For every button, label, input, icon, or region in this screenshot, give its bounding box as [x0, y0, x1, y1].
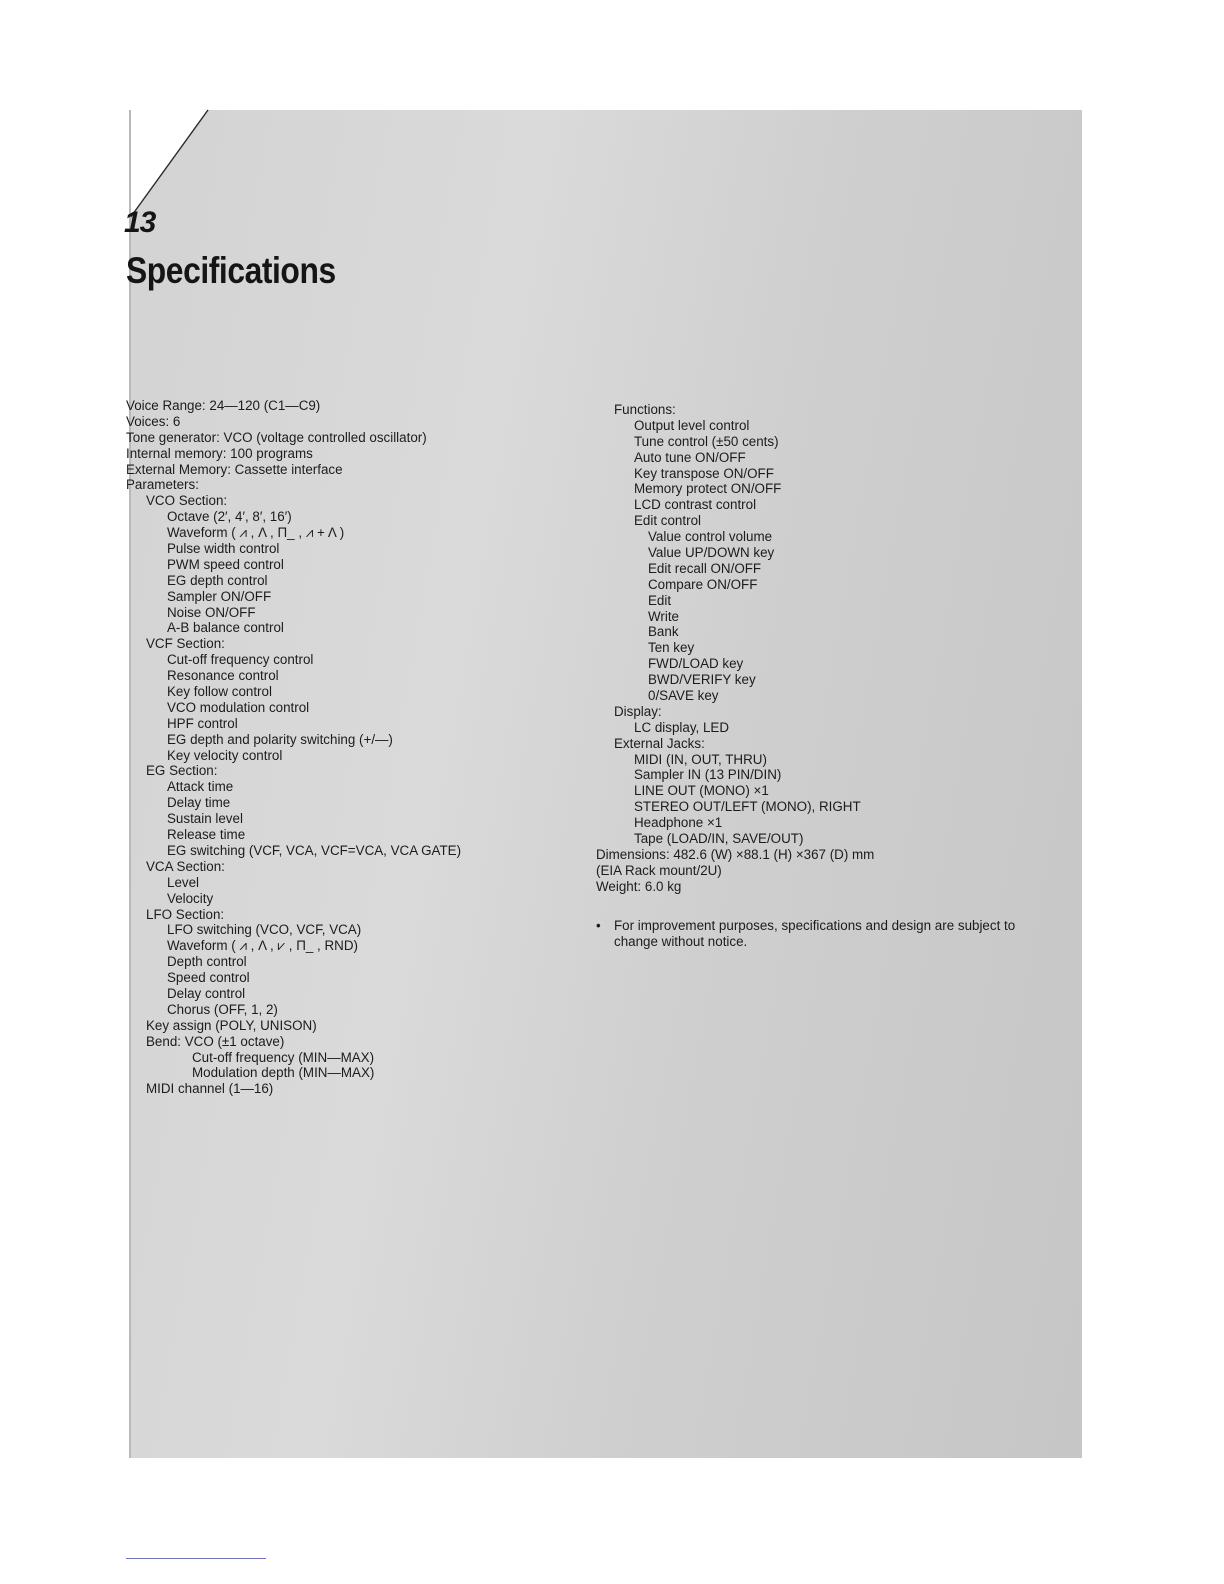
spec-line: Dimensions: 482.6 (W) ×88.1 (H) ×367 (D) mm: [596, 846, 875, 862]
spec-line: Key assign (POLY, UNISON): [146, 1017, 317, 1033]
spec-line: Ten key: [648, 640, 695, 656]
scanned-page: [124, 110, 1082, 1458]
page-title: Specifications: [126, 250, 336, 291]
spec-line: Waveform ( ⩘ , Λ , ⩗ , Π_ , RND): [167, 938, 358, 954]
spec-line: Key velocity control: [167, 747, 283, 763]
specs-left-column: [126, 398, 596, 1097]
spec-line: Value UP/DOWN key: [648, 545, 775, 561]
spec-line: Headphone ×1: [634, 815, 723, 831]
spec-line: Bank: [648, 624, 679, 640]
spec-line: LCD contrast control: [634, 497, 757, 513]
spec-line: Octave (2′, 4′, 8′, 16′): [167, 509, 292, 525]
spec-line: EG depth and polarity switching (+/—): [167, 731, 393, 747]
spec-line: Edit control: [634, 513, 701, 529]
spec-line: Attack time: [167, 779, 234, 795]
spec-line: Voices: 6: [126, 413, 181, 429]
spec-line: Value control volume: [648, 529, 773, 545]
spec-line: Functions:: [614, 402, 676, 417]
spec-line: LC display, LED: [634, 719, 730, 735]
spec-line: HPF control: [167, 715, 238, 731]
spec-line: LFO Section:: [146, 906, 225, 922]
spec-line: Edit: [648, 592, 672, 608]
spec-line: External Jacks:: [614, 735, 705, 751]
spec-line: Bend: VCO (±1 octave): [146, 1033, 285, 1049]
spec-line: Output level control: [634, 417, 750, 433]
spec-line: EG Section:: [146, 763, 218, 779]
spec-line: FWD/LOAD key: [648, 656, 744, 672]
spec-line: Parameters:: [126, 477, 199, 493]
spec-line: Key transpose ON/OFF: [634, 465, 774, 481]
spec-line: STEREO OUT/LEFT (MONO), RIGHT: [634, 799, 861, 815]
footer-rule: [126, 1558, 266, 1559]
spec-line: Edit recall ON/OFF: [648, 560, 762, 576]
spec-line: Key follow control: [167, 684, 272, 700]
spec-line: MIDI (IN, OUT, THRU): [634, 751, 767, 767]
spec-line: VCO modulation control: [167, 699, 310, 715]
spec-line: VCF Section:: [146, 636, 225, 652]
spec-line: Auto tune ON/OFF: [634, 449, 746, 465]
spec-line: EG switching (VCF, VCA, VCF=VCA, VCA GATE): [167, 842, 462, 858]
spec-line: Tape (LOAD/IN, SAVE/OUT): [634, 831, 804, 847]
spec-line: Depth control: [167, 954, 247, 970]
spec-line: External Memory: Cassette interface: [126, 461, 343, 477]
spec-line: Tune control (±50 cents): [634, 433, 779, 449]
spec-line: VCA Section:: [146, 858, 225, 874]
spec-line: Release time: [167, 827, 246, 843]
spec-line: Compare ON/OFF: [648, 576, 758, 592]
spec-line: Noise ON/OFF: [167, 604, 256, 620]
spec-line: Weight: 6.0 kg: [596, 878, 682, 894]
spec-line: Pulse width control: [167, 541, 280, 557]
spec-line: Cut-off frequency control: [167, 652, 314, 668]
spec-line: MIDI channel (1—16): [146, 1081, 274, 1097]
spec-line: Memory protect ON/OFF: [634, 481, 782, 497]
spec-line: LINE OUT (MONO) ×1: [634, 783, 769, 799]
spec-line: Resonance control: [167, 668, 279, 684]
spec-line: Voice Range: 24—120 (C1—C9): [126, 398, 321, 413]
spec-line: Cut-off frequency (MIN—MAX): [192, 1049, 375, 1065]
note-bullet: •: [596, 918, 601, 933]
spec-line: (EIA Rack mount/2U): [596, 862, 722, 878]
spec-line: 0/SAVE key: [648, 688, 719, 704]
spec-line: PWM speed control: [167, 556, 284, 572]
spec-line: VCO Section:: [146, 493, 228, 509]
spec-line: Display:: [614, 703, 662, 719]
note-text: For improvement purposes, specifications and design are subject to change without notice.: [614, 918, 1016, 949]
spec-line: Velocity: [167, 890, 214, 906]
spec-line: Write: [648, 608, 679, 624]
spec-line: A-B balance control: [167, 620, 284, 636]
spec-line: Sustain level: [167, 811, 243, 827]
spec-line: Modulation depth (MIN—MAX): [192, 1065, 375, 1081]
spec-line: Waveform ( ⩘ , Λ , Π_ , ⩘ + Λ ): [167, 525, 345, 541]
spec-line: Delay control: [167, 985, 246, 1001]
spec-line: Level: [167, 874, 200, 890]
spec-line: Sampler IN (13 PIN/DIN): [634, 767, 782, 783]
chapter-number: 13: [124, 206, 156, 239]
specs-right-column: [596, 402, 1036, 895]
spec-line: BWD/VERIFY key: [648, 672, 756, 688]
spec-line: Internal memory: 100 programs: [126, 445, 313, 461]
spec-line: Delay time: [167, 795, 231, 811]
spec-line: Speed control: [167, 970, 250, 986]
spec-line: Chorus (OFF, 1, 2): [167, 1001, 278, 1017]
spec-line: Sampler ON/OFF: [167, 588, 272, 604]
spec-line: LFO switching (VCO, VCF, VCA): [167, 922, 362, 938]
spec-line: Tone generator: VCO (voltage controlled oscillator): [126, 429, 427, 445]
disclaimer-note: [596, 918, 1036, 950]
spec-line: EG depth control: [167, 572, 268, 588]
